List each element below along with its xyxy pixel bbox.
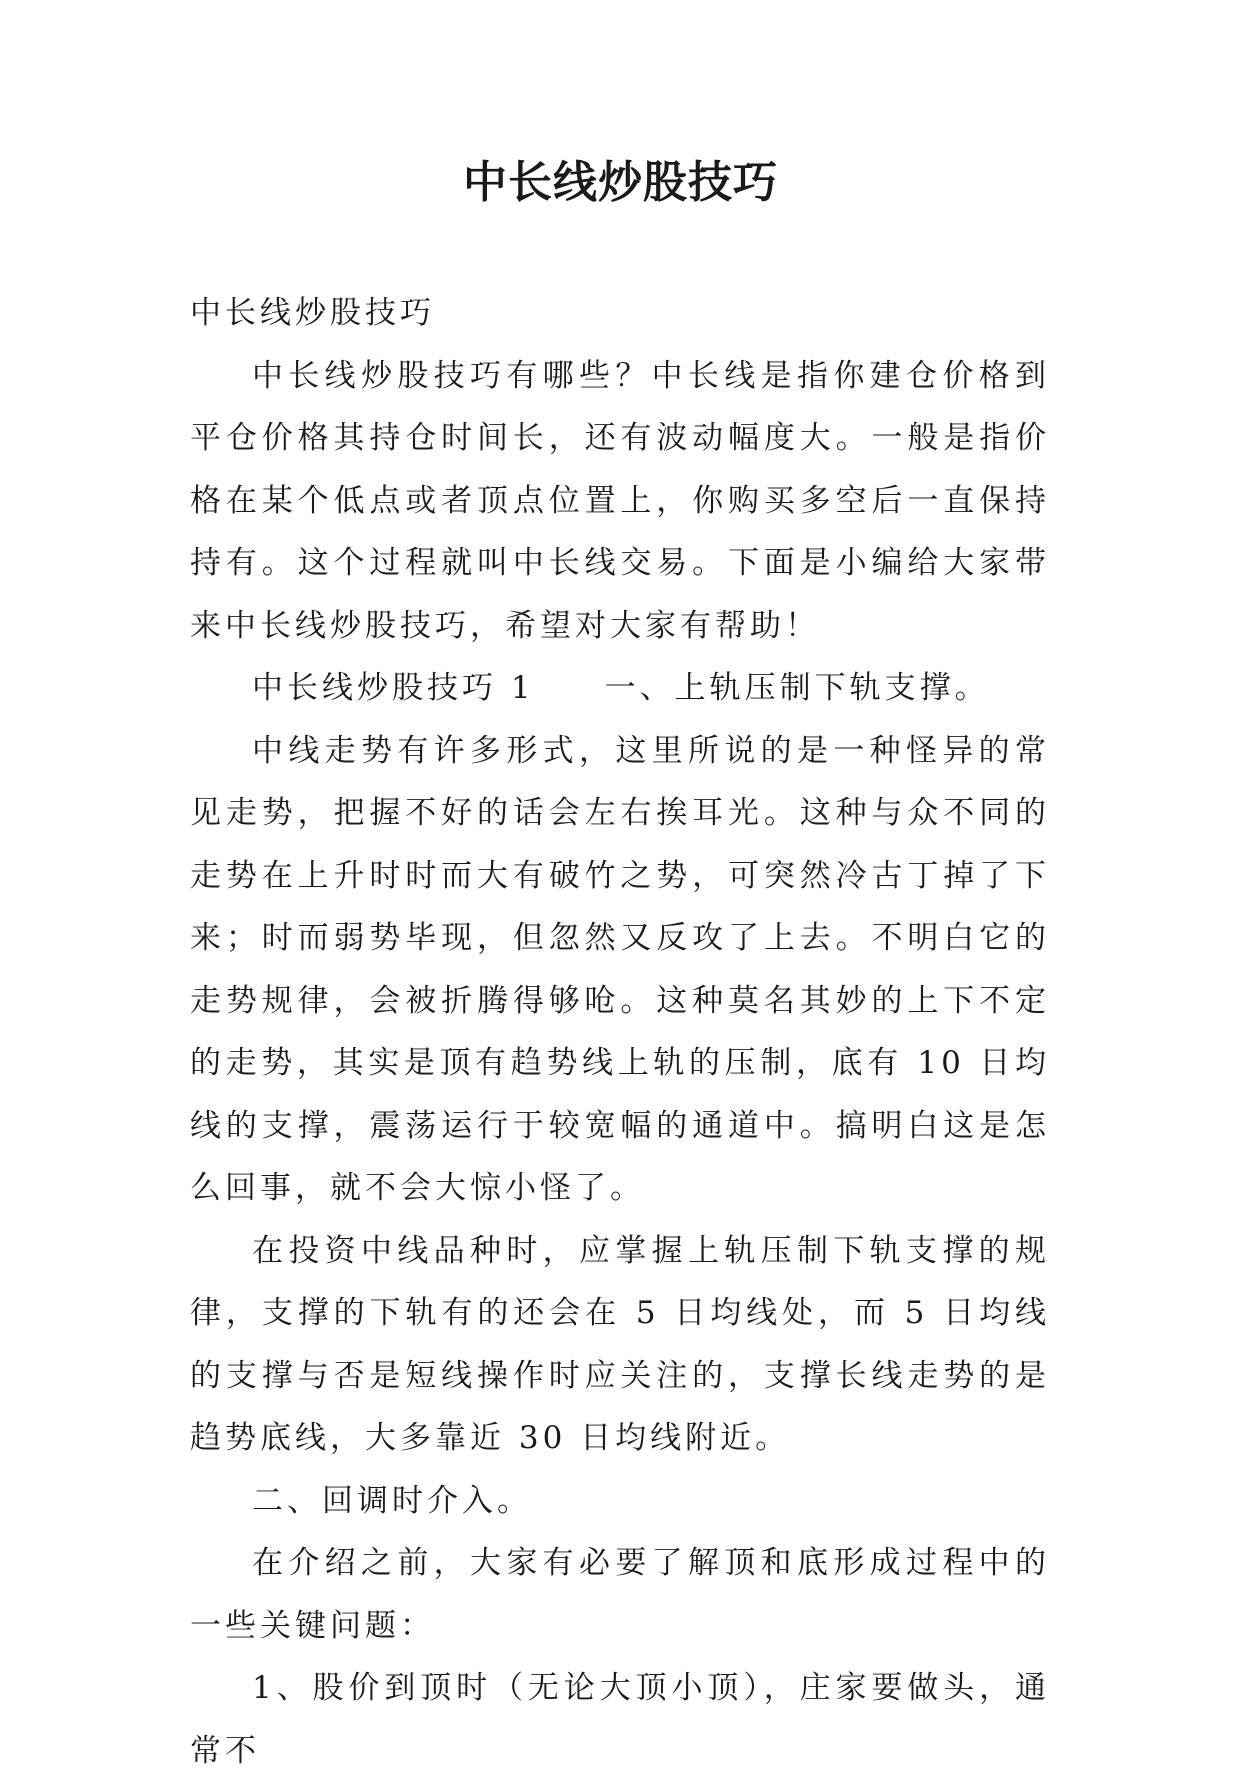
- document-body: [190, 282, 1050, 1782]
- section-1-label: 中长线炒股技巧 1: [252, 670, 535, 706]
- paragraph-point-1: 1、股价到顶时（无论大顶小顶），庄家要做头，通常不: [190, 1670, 1050, 1769]
- paragraph-trend-pattern: 中线走势有许多形式，这里所说的是一种怪异的常见走势，把握不好的话会左右挨耳光。这种与众不同的走势在上升时时而大有破竹之势，可突然冷古丁掉了下来；时而弱势毕现，但忽然又反攻了上去。不明白它的走势规律，会被折腾得够呛。这种莫名其妙的上下不定的走势，其实是顶有趋势线上轨的压制，底有 10 日均线的支撑，震荡运行于较宽幅的通道中。搞明白这是怎么回事，就不会大惊小怪了。: [190, 732, 1050, 1206]
- subtitle-line: 中长线炒股技巧: [190, 295, 435, 331]
- paragraph-key-issues: 在介绍之前，大家有必要了解顶和底形成过程中的一些关键问题：: [190, 1545, 1050, 1644]
- section-1-heading-line: [190, 657, 1050, 720]
- section-1-heading: 一、上轨压制下轨支撑。: [604, 670, 990, 706]
- paragraph-support-rule: 在投资中线品种时，应掌握上轨压制下轨支撑的规律，支撑的下轨有的还会在 5 日均线处，而 5 日均线的支撑与否是短线操作时应关注的，支撑长线走势的是趋势底线，大多靠近 30 日均线附近。: [190, 1232, 1050, 1456]
- document-title: 中长线炒股技巧: [463, 157, 778, 208]
- intro-paragraph: 中长线炒股技巧有哪些？中长线是指你建仓价格到平仓价格其持仓时间长，还有波动幅度大。一般是指价格在某个低点或者顶点位置上，你购买多空后一直保持持有。这个过程就叫中长线交易。下面是小编给大家带来中长线炒股技巧，希望对大家有帮助！: [190, 357, 1050, 644]
- section-2-heading: 二、回调时介入。: [252, 1482, 532, 1519]
